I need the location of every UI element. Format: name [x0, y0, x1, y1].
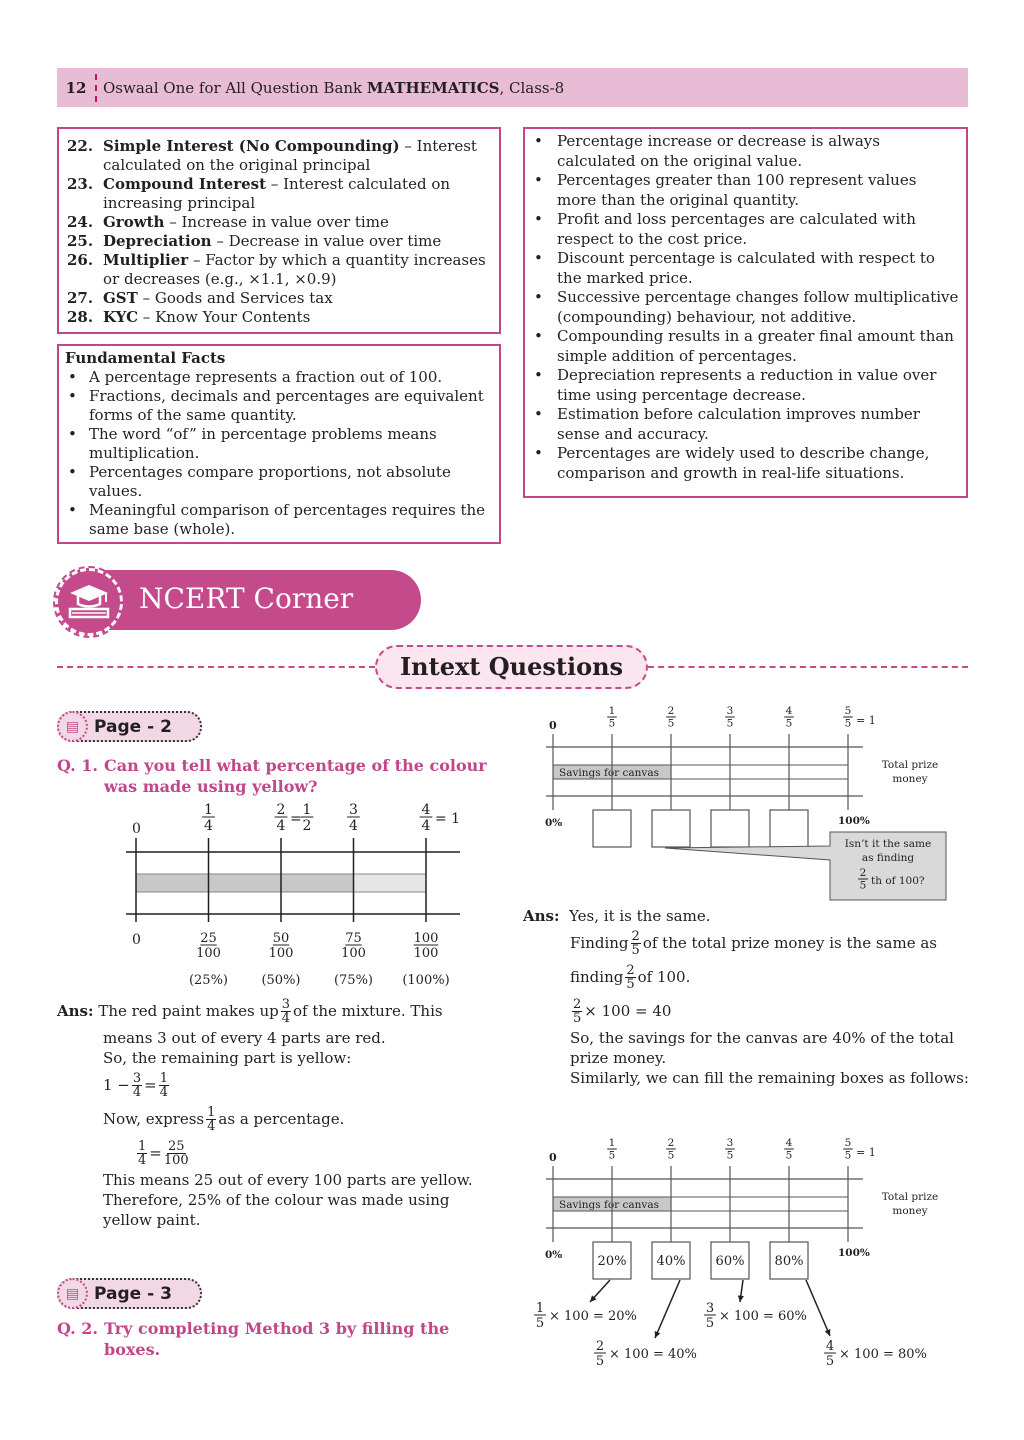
answer-text: yellow paint.: [103, 1211, 201, 1229]
answer-text: of the mixture. This: [292, 1002, 443, 1020]
bottom-fraction-label: [196, 931, 221, 961]
bottom-fraction-label: [341, 931, 366, 961]
definition-item: [67, 308, 489, 327]
def-term: Compound Interest: [103, 175, 267, 193]
denominator: 5: [859, 879, 867, 892]
zero-label: 0: [549, 719, 557, 732]
def-term: Growth: [103, 213, 165, 231]
bullet-icon: •: [534, 249, 543, 267]
bullet-icon: •: [68, 425, 77, 443]
top-fraction-label: [420, 802, 433, 834]
page-header: [57, 68, 968, 107]
denominator: 5: [667, 1149, 675, 1162]
answer-1: [57, 994, 507, 1230]
definition-item: [67, 232, 489, 251]
prize-money-diagram: [530, 700, 970, 905]
denominator: 4: [204, 818, 213, 834]
fact-text: Percentage increase or decrease is always calculated on the original value.: [557, 132, 880, 170]
percent-label: (50%): [261, 973, 301, 988]
def-desc: – Increase in value over time: [164, 213, 389, 231]
eq-part: Now, express: [103, 1110, 205, 1128]
numerator: 1: [608, 705, 616, 717]
numerator: 3: [705, 1301, 715, 1316]
answer-box[interactable]: [593, 810, 631, 847]
numerator: 25: [200, 931, 217, 946]
ncert-corner-title: NCERT Corner: [139, 582, 354, 615]
denominator: 2: [302, 818, 312, 834]
top-fraction-label: [347, 802, 360, 834]
fact-text: Profit and loss percentages are calculated with respect to the cost price.: [557, 210, 916, 248]
fact-item: [531, 249, 960, 288]
bullet-icon: •: [534, 405, 543, 423]
numerator: 1: [608, 1137, 616, 1149]
denominator: 5: [608, 1149, 616, 1162]
fraction: $\frac{2}{5}$: [573, 996, 582, 1026]
denominator: 4: [349, 818, 358, 834]
equation: [570, 994, 973, 1028]
fraction: $\frac{2}{5}$: [631, 928, 640, 958]
fact-item: [531, 171, 960, 210]
fact-item: [65, 368, 491, 387]
fact-text: Discount percentage is calculated with respect to the marked price.: [557, 249, 935, 287]
fundamental-facts-box: [57, 344, 501, 544]
def-term: GST: [103, 289, 138, 307]
numerator: 75: [345, 931, 362, 946]
bullet-icon: •: [68, 368, 77, 386]
bullet-icon: •: [68, 501, 77, 519]
answer-text: This means 25 out of every 100 parts are yellow.: [103, 1171, 473, 1189]
intext-questions-heading: Intext Questions: [375, 645, 648, 689]
start-percent: 0%: [545, 817, 563, 829]
equation-text: × 100 = 80%: [839, 1347, 927, 1362]
eq-part: × 100 = 40: [584, 1002, 672, 1020]
tick-fraction: [607, 1137, 617, 1162]
box-value: 40%: [656, 1254, 686, 1269]
denominator: 5: [785, 717, 793, 730]
answer-text: Similarly, we can fill the remaining boxes as follows:: [570, 1069, 969, 1087]
answer-text: of 100.: [637, 968, 691, 986]
denominator: 4: [421, 818, 431, 834]
definition-item: [67, 213, 489, 232]
numerator: 3: [726, 1137, 734, 1149]
def-desc: – Goods and Services tax: [137, 289, 333, 307]
answer-label: Ans:: [523, 907, 560, 925]
numerator: 4: [785, 705, 793, 717]
definitions-box: [57, 127, 501, 334]
percent-label: (75%): [333, 973, 374, 988]
fact-item: [531, 444, 960, 483]
top-fraction-label: [202, 802, 215, 834]
fact-item: [531, 288, 960, 327]
page-3-label: Page - 3: [94, 1283, 172, 1304]
bottom-fraction-label: [269, 931, 294, 961]
arrow: [655, 1280, 680, 1338]
numerator: 2: [667, 1137, 675, 1149]
equation-text: × 100 = 20%: [549, 1309, 637, 1324]
facts-title: Fundamental Facts: [65, 349, 226, 367]
tick-fraction: [725, 1137, 735, 1162]
numerator: 2: [276, 802, 286, 818]
numerator: 1: [204, 802, 213, 818]
fraction: $\frac{1}{4}$: [207, 1104, 216, 1134]
side-label-line1: Total prize: [881, 1191, 939, 1203]
def-desc: – Interest calculated on increasing principal: [103, 175, 451, 212]
fact-item: [531, 327, 960, 366]
definition-item: [67, 137, 489, 175]
answer-text: of the total prize money is the same as: [642, 934, 937, 952]
answer-text: Therefore, 25% of the colour was made using: [103, 1191, 450, 1209]
eq-part: as a percentage.: [218, 1110, 345, 1128]
equals-one: = 1: [856, 1146, 876, 1159]
graduation-cap-icon: [55, 568, 123, 636]
box-value: 60%: [715, 1254, 745, 1269]
page-2-tag: [57, 711, 202, 742]
bullet-icon: •: [534, 171, 543, 189]
numerator: 3: [726, 705, 734, 717]
answer-text: The red paint makes up: [98, 1002, 279, 1020]
answer-2: [523, 906, 973, 1088]
bullet-icon: •: [534, 132, 543, 150]
denominator: 5: [785, 1149, 793, 1162]
fraction: $\frac{2}{5}$: [626, 962, 635, 992]
fact-item: [65, 463, 491, 501]
fraction: $\frac{3}{4}$: [132, 1070, 142, 1100]
fact-item: [531, 405, 960, 444]
fact-text: Percentages greater than 100 represent values more than the original quantity.: [557, 171, 917, 209]
zero-label: 0: [549, 1151, 557, 1164]
fact-text: Compounding results in a greater final amount than simple addition of percentages.: [557, 327, 954, 365]
filled-prize-money-diagram: [530, 1132, 970, 1382]
def-desc: – Factor by which a quantity increases or decreases (e.g., ×1.1, ×0.9): [103, 251, 486, 288]
tick-fraction: [843, 705, 853, 730]
answer-text: So, the remaining part is yellow:: [103, 1049, 352, 1067]
answer-box[interactable]: [652, 810, 690, 847]
def-term: Depreciation: [103, 232, 212, 250]
denominator: 100: [341, 946, 366, 961]
answer-box[interactable]: [711, 810, 749, 847]
denominator: 5: [844, 1149, 852, 1162]
tick-fraction: [666, 1137, 676, 1162]
denominator: 100: [413, 946, 439, 961]
numerator: 1: [535, 1301, 545, 1316]
divider-left: [57, 666, 375, 668]
equation-fraction: [824, 1339, 836, 1369]
equation-fraction: [534, 1301, 546, 1331]
bullet-icon: •: [534, 444, 543, 462]
callout-line2: as finding: [861, 852, 915, 864]
denominator: 5: [825, 1354, 835, 1369]
definition-item: [67, 289, 489, 308]
eq-part: =: [149, 1144, 162, 1162]
numerator: 1: [302, 802, 312, 818]
box-value: 20%: [597, 1254, 627, 1269]
definition-item: [67, 175, 489, 213]
answer-text: Finding: [570, 934, 629, 952]
header-divider: [95, 74, 97, 102]
numerator: 2: [595, 1339, 605, 1354]
numerator: 2: [859, 867, 867, 879]
denominator: 5: [705, 1316, 715, 1331]
equation-fraction: [704, 1301, 716, 1331]
def-term: KYC: [103, 308, 139, 326]
def-num: 22.: [67, 137, 94, 155]
def-num: 24.: [67, 213, 94, 231]
tick-fraction: [725, 705, 735, 730]
def-num: 28.: [67, 308, 94, 326]
answer-text: So, the savings for the canvas are 40% of the total: [570, 1029, 954, 1047]
equation-fraction: [594, 1339, 606, 1369]
def-num: 27.: [67, 289, 94, 307]
fact-text: Fractions, decimals and percentages are equivalent forms of the same quantity.: [89, 387, 484, 424]
tick-fraction: [784, 705, 794, 730]
numerator: 5: [844, 705, 852, 717]
fact-text: Estimation before calculation improves number sense and accuracy.: [557, 405, 920, 443]
fact-text: Meaningful comparison of percentages requires the same base (whole).: [89, 501, 486, 538]
page-2-label: Page - 2: [94, 716, 172, 737]
ncert-corner-banner: [55, 568, 421, 632]
def-desc: – Know Your Contents: [138, 308, 311, 326]
start-percent: 0%: [545, 1249, 563, 1261]
denominator: 5: [726, 717, 734, 730]
fact-item: [65, 425, 491, 463]
numerator: 4: [825, 1339, 835, 1354]
title-suffix: , Class-8: [499, 78, 565, 97]
subject: MATHEMATICS: [366, 78, 500, 97]
definition-item: [67, 251, 489, 289]
numerator: 100: [413, 931, 439, 946]
equation-text: × 100 = 40%: [609, 1347, 697, 1362]
side-label-line1: Total prize: [881, 759, 939, 771]
numerator: 4: [785, 1137, 793, 1149]
arrow: [806, 1280, 830, 1336]
denominator: 5: [608, 717, 616, 730]
answer-text: [103, 1102, 507, 1136]
fraction: $\frac{1}{4}$: [159, 1070, 169, 1100]
box-value: 80%: [774, 1254, 804, 1269]
question-text: Try completing Method 3 by filling the boxes.: [104, 1319, 450, 1359]
book-title: [103, 79, 564, 97]
equation-text: × 100 = 60%: [719, 1309, 807, 1324]
fact-text: Percentages are widely used to describe change, comparison and growth in real-life situations.: [557, 444, 930, 482]
denominator: 5: [667, 717, 675, 730]
top-zero: 0: [132, 821, 141, 837]
tick-fraction: [784, 1137, 794, 1162]
def-num: 26.: [67, 251, 94, 269]
bottom-fraction-label: [414, 931, 439, 961]
def-num: 23.: [67, 175, 94, 193]
fact-text: Percentages compare proportions, not absolute values.: [89, 463, 451, 500]
half-fraction: [301, 802, 314, 834]
page-3-tag: [57, 1278, 202, 1309]
equals-one: = 1: [856, 714, 876, 727]
top-fraction-label: [275, 802, 288, 834]
question-number: Q. 1.: [57, 756, 98, 775]
equation: [103, 1068, 507, 1102]
eq-part: 1 −: [103, 1076, 130, 1094]
fact-text: Successive percentage changes follow multiplicative (compounding) behaviour, not additive.: [557, 288, 959, 326]
def-desc: – Decrease in value over time: [211, 232, 442, 250]
bullet-icon: •: [534, 366, 543, 384]
book-icon: ▤: [57, 711, 88, 742]
divider-right: [648, 666, 968, 668]
percent-label: (25%): [188, 973, 229, 988]
percent-label: (100%): [402, 973, 450, 988]
def-desc: – Interest calculated on the original principal: [103, 137, 477, 174]
bullet-icon: •: [68, 387, 77, 405]
savings-label: Savings for canvas: [559, 767, 660, 779]
end-percent: 100%: [838, 815, 870, 827]
tick-fraction: [843, 1137, 853, 1162]
answer-text: finding: [570, 968, 624, 986]
fact-item: [65, 387, 491, 425]
callout-line1: Isn’t it the same: [844, 838, 932, 850]
numerator: 50: [272, 931, 290, 946]
denominator: 5: [844, 717, 852, 730]
equation: [103, 1136, 507, 1170]
key-facts-box: [523, 127, 968, 498]
fact-text: The word “of” in percentage problems means multiplication.: [89, 425, 437, 462]
question-1: [57, 755, 497, 797]
denominator: 5: [726, 1149, 734, 1162]
fact-text: A percentage represents a fraction out of 100.: [89, 368, 443, 386]
denominator: 100: [268, 946, 294, 961]
page-number: 12: [65, 78, 87, 97]
numerator: 3: [349, 802, 358, 818]
fraction: $\frac{3}{4}$: [281, 996, 290, 1026]
question-2: [57, 1318, 507, 1360]
tick-fraction: [607, 705, 617, 730]
fraction: $\frac{25}{100}$: [163, 1138, 189, 1168]
denominator: 5: [595, 1354, 605, 1369]
callout-line3: th of 100?: [871, 875, 925, 887]
fact-item: [531, 132, 960, 171]
answer-box[interactable]: [770, 810, 808, 847]
answer-label: Ans:: [57, 1002, 94, 1020]
fact-text: Depreciation represents a reduction in value over time using percentage decrease.: [557, 366, 937, 404]
side-label-line2: money: [892, 1205, 928, 1217]
bullet-icon: •: [534, 327, 543, 345]
question-text: Can you tell what percentage of the colour was made using yellow?: [104, 756, 487, 796]
tick-fraction: [666, 705, 676, 730]
denominator: 4: [276, 818, 286, 834]
bullet-icon: •: [534, 210, 543, 228]
answer-text: means 3 out of every 4 parts are red.: [103, 1029, 386, 1047]
red-segment: [136, 874, 354, 892]
bullet-icon: •: [68, 463, 77, 481]
equals-sign: =: [290, 811, 302, 827]
savings-label: Savings for canvas: [559, 1199, 660, 1211]
denominator: 5: [535, 1316, 545, 1331]
bullet-icon: •: [534, 288, 543, 306]
numerator: 2: [667, 705, 675, 717]
question-number: Q. 2.: [57, 1319, 98, 1338]
fraction-bar-diagram: [110, 800, 510, 995]
bottom-zero: 0: [132, 932, 141, 948]
book-icon: ▤: [57, 1278, 88, 1309]
fact-item: [531, 210, 960, 249]
def-num: 25.: [67, 232, 94, 250]
def-term: Simple Interest (No Compounding): [103, 137, 400, 155]
equals-one: = 1: [435, 811, 461, 827]
eq-part: =: [144, 1076, 157, 1094]
answer-text: Yes, it is the same.: [569, 907, 711, 925]
numerator: 5: [844, 1137, 852, 1149]
fact-item: [65, 501, 491, 539]
end-percent: 100%: [838, 1247, 870, 1259]
fraction: $\frac{1}{4}$: [138, 1138, 147, 1168]
numerator: 4: [421, 802, 431, 818]
fact-item: [531, 366, 960, 405]
side-label-line2: money: [892, 773, 928, 785]
title-prefix: Oswaal One for All Question Bank: [103, 78, 367, 97]
denominator: 100: [196, 946, 221, 961]
def-term: Multiplier: [103, 251, 189, 269]
answer-text: prize money.: [570, 1049, 667, 1067]
